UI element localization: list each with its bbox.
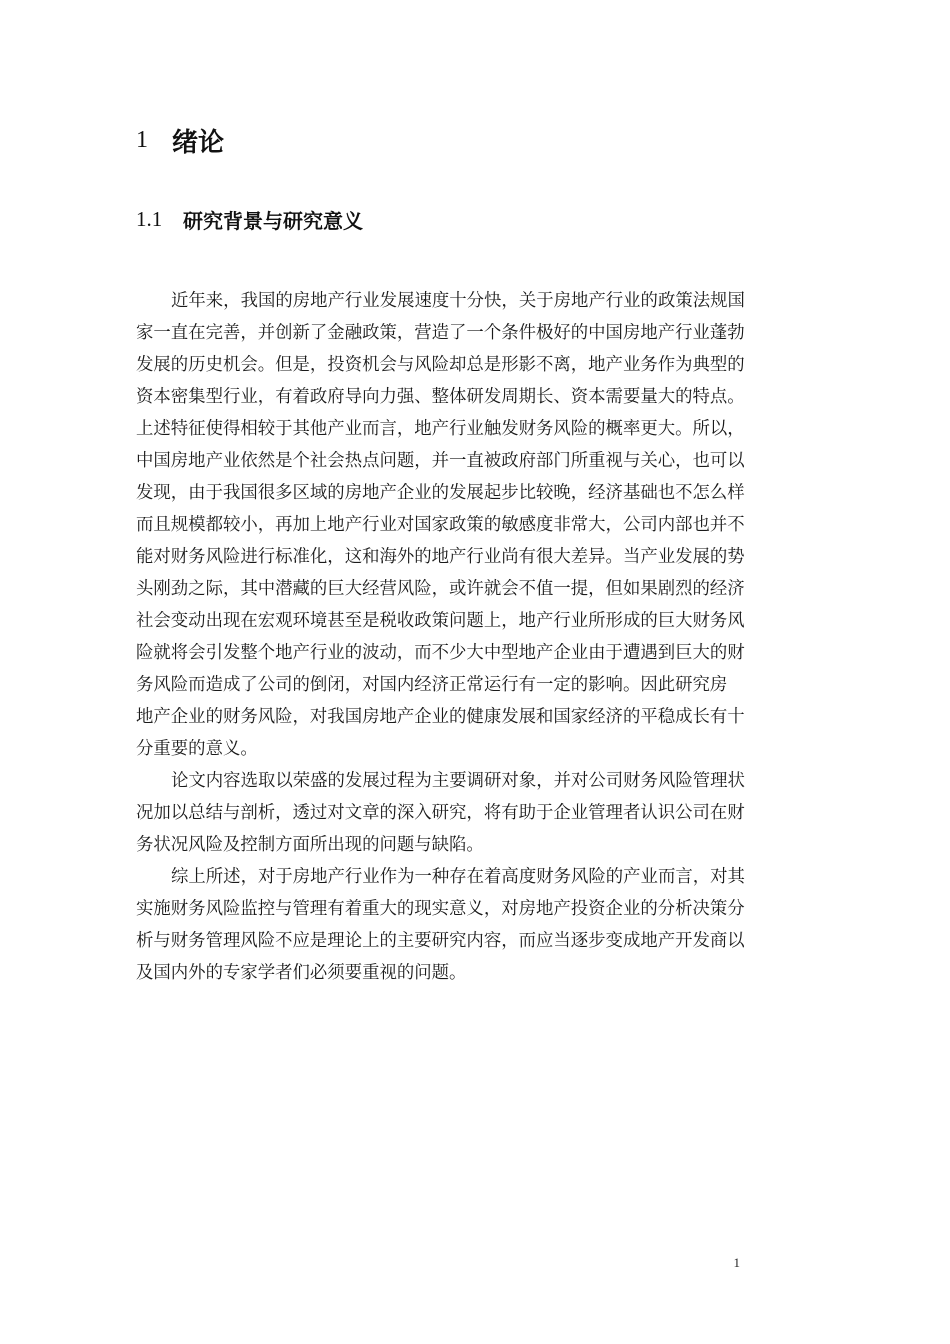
paragraph-1-line: 上述特征使得相较于其他产业而言，地产行业触发财务风险的概率更大。所以， [136, 419, 745, 439]
paragraph-1-line: 资本密集型行业，有着政府导向力强、整体研发周期长、资本需要量大的特点。 [136, 387, 745, 407]
paragraph-1-line: 能对财务风险进行标准化，这和海外的地产行业尚有很大差异。当产业发展的势 [136, 547, 745, 567]
chapter-number: 1 [136, 126, 148, 153]
section-heading [136, 202, 363, 236]
paragraph-2-line: 论文内容选取以荣盛的发展过程为主要调研对象，并对公司财务风险管理状 [171, 771, 745, 791]
paragraph-1-line: 头刚劲之际，其中潜藏的巨大经营风险，或许就会不值一提，但如果剧烈的经济 [136, 579, 745, 599]
paragraph-1-line: 中国房地产业依然是个社会热点问题，并一直被政府部门所重视与关心，也可以 [136, 451, 745, 471]
paragraph-1-line: 发现，由于我国很多区域的房地产企业的发展起步比较晚，经济基础也不怎么样 [136, 483, 745, 503]
section-number: 1.1 [136, 206, 163, 231]
paragraph-1-line: 分重要的意义。 [136, 739, 258, 759]
paragraph-3-line: 实施财务风险监控与管理有着重大的现实意义，对房地产投资企业的分析决策分 [136, 899, 745, 919]
paragraph-1-line: 地产企业的财务风险，对我国房地产企业的健康发展和国家经济的平稳成长有十 [136, 707, 745, 727]
paragraph-2-line: 务状况风险及控制方面所出现的问题与缺陷。 [136, 835, 484, 855]
paragraph-1-line: 务风险而造成了公司的倒闭，对国内经济正常运行有一定的影响。因此研究房 [136, 675, 728, 695]
paragraph-1-line: 发展的历史机会。但是，投资机会与风险却总是形影不离，地产业务作为典型的 [136, 355, 745, 375]
paragraph-1-line: 险就将会引发整个地产行业的波动，而不少大中型地产企业由于遭遇到巨大的财 [136, 643, 745, 663]
paragraph-1-line: 家一直在完善，并创新了金融政策，营造了一个条件极好的中国房地产行业蓬勃 [136, 323, 745, 343]
section-title: 研究背景与研究意义 [183, 208, 363, 233]
chapter-title: 绪论 [172, 127, 225, 158]
paragraph-1-line: 社会变动出现在宏观环境甚至是税收政策问题上，地产行业所形成的巨大财务风 [136, 611, 745, 631]
paragraph-2-line: 况加以总结与剖析，透过对文章的深入研究，将有助于企业管理者认识公司在财 [136, 803, 745, 823]
paragraph-3-line: 综上所述，对于房地产行业作为一种存在着高度财务风险的产业而言，对其 [171, 867, 745, 887]
paragraph-1-line: 而且规模都较小，再加上地产行业对国家政策的敏感度非常大，公司内部也并不 [136, 515, 745, 535]
paragraph-1-line: 近年来，我国的房地产行业发展速度十分快，关于房地产行业的政策法规国 [171, 291, 745, 311]
paragraph-3-line: 及国内外的专家学者们必须要重视的问题。 [136, 963, 467, 983]
chapter-heading [136, 118, 224, 162]
page-number: 1 [733, 1255, 740, 1270]
paragraph-3-line: 析与财务管理风险不应是理论上的主要研究内容，而应当逐步变成地产开发商以 [136, 931, 745, 951]
